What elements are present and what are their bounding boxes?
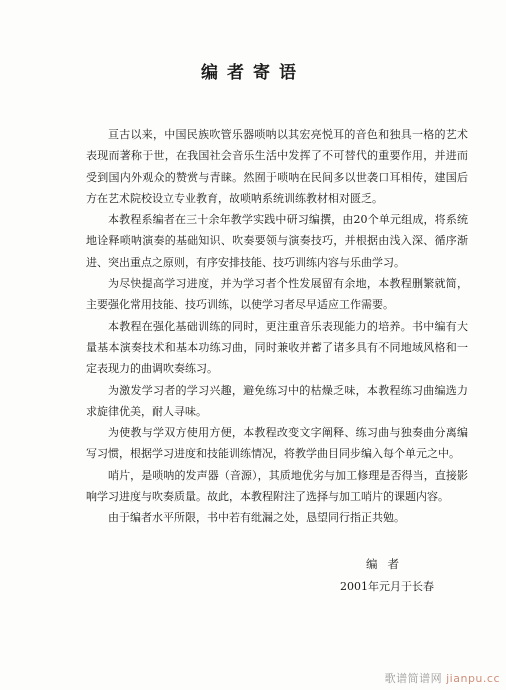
paragraph-6: 为使教与学双方使用方便，本教程改变文字阐释、练习曲与独奏曲分离编写习惯，根据学习进度和技能训练情况，将教学曲目同步编入每个单元之中。 [86,426,468,461]
site-watermark [385,670,500,686]
paragraph-5: 为激发学习者的学习兴趣，避免练习中的枯燥乏味，本教程练习曲编选力求旋律优美，耐人寻味。 [86,383,468,418]
paragraph-2: 本教程系编者在三十余年教学实践中研习编撰，由20个单元组成，将系统地诠释唢呐演奏的基础知识、吹奏要领与演奏技巧，并根据由浅入深、循序渐进、突出重点之原则，有序安排技能、技巧训练内容与乐曲学习。 [86,213,468,269]
watermark-site-url: jianpu.cc [446,672,500,685]
page-title: 编者寄语 [201,63,305,83]
signature-date: 2001年元月于长春 [340,580,434,593]
paragraph-1: 亘古以来，中国民族吹管乐器唢呐以其宏亮悦耳的音色和独具一格的艺术表现而著称于世，在我国社会音乐生活中发挥了不可替代的重要作用，并进而受到国内外观众的赞赏与青睐。然囿于唢呐在民间多以世袭口耳相传，建国后方在艺术院校设立专业教育，故唢呐系统训练教材相对匮乏。 [86,128,468,205]
signature-author: 编者 [366,557,409,571]
body-text [86,124,468,529]
paragraph-8: 由于编者水平所限，书中若有纰漏之处，恳望同行指正共勉。 [108,511,405,525]
paragraph-3: 为尽快提高学习进度，并为学习者个性发展留有余地，本教程删繁就简，主要强化常用技能、技巧训练，以使学习者尽早适应工作需要。 [86,277,468,312]
paragraph-4: 本教程在强化基础训练的同时，更注重音乐表现能力的培养。书中编有大量基本演奏技术和基本功练习曲，同时兼收并蓄了诸多具有不同地域风格和一定表现力的曲调吹奏练习。 [86,319,468,376]
watermark-site-name: 歌谱简谱网 [384,672,443,685]
paragraph-7: 哨片，是唢呐的发声器（音源），其质地优劣与加工修理是否得当，直接影响学习进度与吹奏质量。故此，本教程附注了选择与加工哨片的课题内容。 [86,468,468,504]
